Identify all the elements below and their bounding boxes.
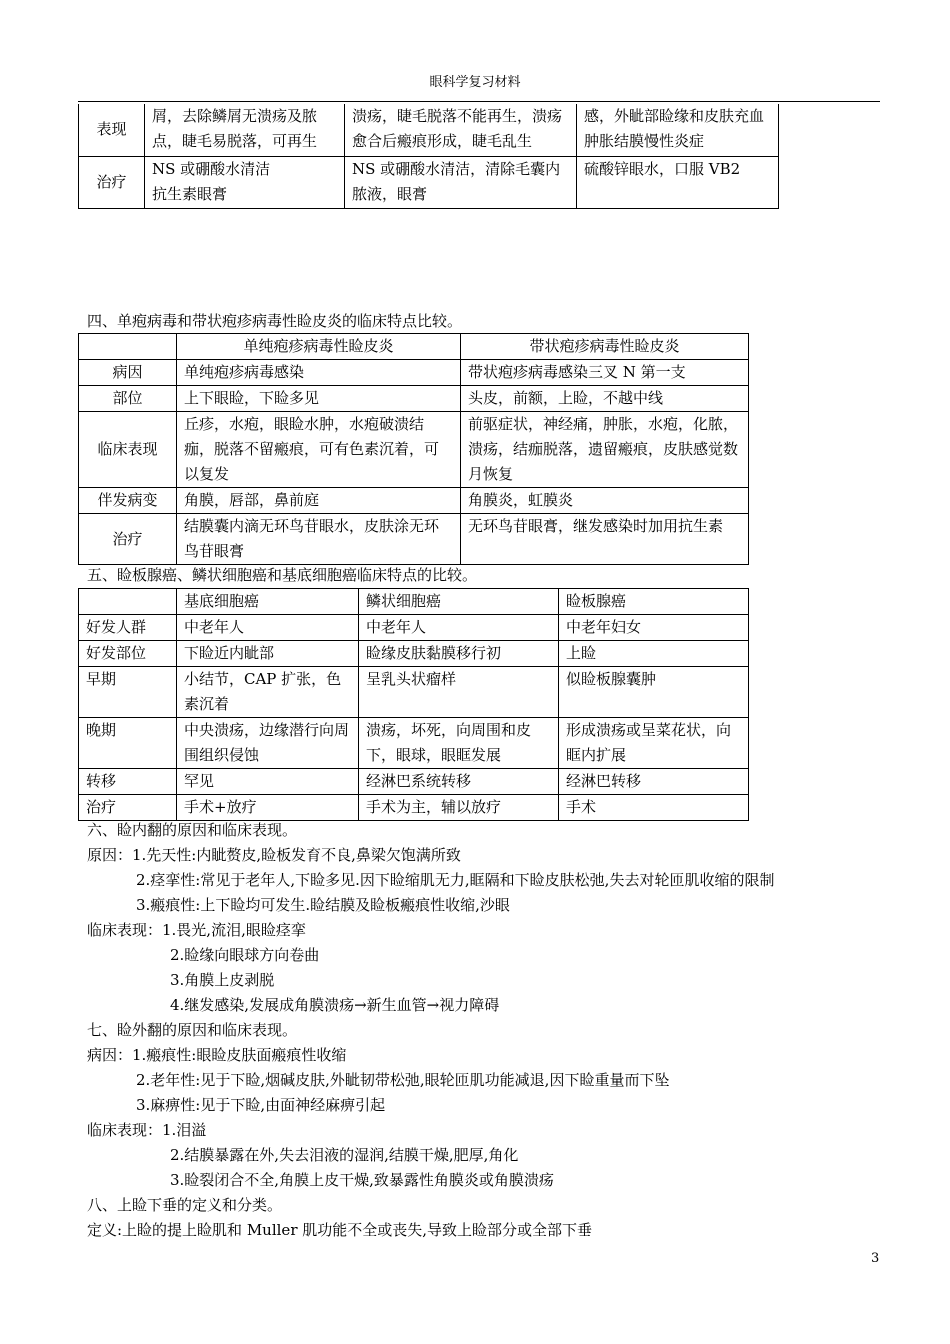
- table-cell: 睑缘皮肤黏膜移行初: [359, 641, 559, 667]
- row-label: 晚期: [79, 718, 177, 769]
- table-cell: 结膜囊内滴无环鸟苷眼水，皮肤涂无环鸟苷眼膏: [177, 514, 461, 565]
- table-row: [79, 412, 749, 488]
- section-title: 七、睑外翻的原因和临床表现。: [87, 1021, 298, 1039]
- text-line: 4.继发感染,发展成角膜溃疡→新生血管→视力障碍: [170, 996, 500, 1014]
- table-row: [79, 514, 749, 565]
- table-header-row: [79, 334, 749, 360]
- table-cell: 丘疹，水疱，眼睑水肿，水疱破溃结痂，脱落不留瘢痕，可有色素沉着，可以复发: [177, 412, 461, 488]
- text-line: 2.老年性:见于下睑,烟碱皮肤,外眦韧带松弛,眼轮匝肌功能减退,因下睑重量而下坠: [136, 1071, 670, 1089]
- running-header: 眼科学复习材料: [429, 75, 521, 90]
- table-cell: 经淋巴系统转移: [359, 769, 559, 795]
- table-cell: 中老年人: [177, 615, 359, 641]
- column-header: 单纯疱疹病毒性睑皮炎: [177, 334, 461, 360]
- table-cell: 溃疡，睫毛脱落不能再生，溃疡愈合后瘢痕形成，睫毛乱生: [345, 104, 577, 156]
- table-cell: 感，外眦部睑缘和皮肤充血肿胀结膜慢性炎症: [577, 104, 779, 156]
- table-cell: 中老年妇女: [559, 615, 749, 641]
- table-cell: 小结节，CAP 扩张，色素沉着: [177, 667, 359, 718]
- table-row: [79, 104, 779, 156]
- table-cell: 似睑板腺囊肿: [559, 667, 749, 718]
- column-header: [79, 334, 177, 360]
- row-label: 治疗: [79, 156, 145, 208]
- table-cell: 罕见: [177, 769, 359, 795]
- column-header: 基底细胞癌: [177, 589, 359, 615]
- row-label: 临床表现: [79, 412, 177, 488]
- row-label: 早期: [79, 667, 177, 718]
- text-line: 定义:上睑的提上睑肌和 Muller 肌功能不全或丧失,导致上睑部分或全部下垂: [87, 1221, 593, 1239]
- table-row: [79, 360, 749, 386]
- text-line: 2.结膜暴露在外,失去泪液的湿润,结膜干燥,肥厚,角化: [170, 1146, 519, 1164]
- text-line: 临床表现：1.畏光,流泪,眼睑痉挛: [87, 921, 306, 939]
- text-line: 3.麻痹性:见于下睑,由面神经麻痹引起: [136, 1096, 386, 1114]
- column-header: 睑板腺癌: [559, 589, 749, 615]
- table-cell: 中老年人: [359, 615, 559, 641]
- table-cell: 中央溃疡，边缘潜行向周围组织侵蚀: [177, 718, 359, 769]
- table-cell: 头皮，前额，上睑，不越中线: [461, 386, 749, 412]
- row-label: 转移: [79, 769, 177, 795]
- row-label: 治疗: [79, 514, 177, 565]
- section-title: 四、单疱病毒和带状疱疹病毒性睑皮炎的临床特点比较。: [87, 312, 463, 330]
- table-cell: 无环鸟苷眼膏，继发感染时加用抗生素: [461, 514, 749, 565]
- table-row: [79, 488, 749, 514]
- table-cell: 角膜，唇部，鼻前庭: [177, 488, 461, 514]
- table-row: [79, 718, 749, 769]
- table-cell: 呈乳头状瘤样: [359, 667, 559, 718]
- table-row: [79, 641, 749, 667]
- table-header-row: [79, 589, 749, 615]
- blepharitis-table-continuation: [78, 104, 779, 209]
- table-cell: 单纯疱疹病毒感染: [177, 360, 461, 386]
- row-label: 好发部位: [79, 641, 177, 667]
- table-cell: 手术: [559, 795, 749, 821]
- row-label: 伴发病变: [79, 488, 177, 514]
- section-title: 五、睑板腺癌、鳞状细胞癌和基底细胞癌临床特点的比较。: [87, 566, 478, 584]
- text-line: 3.角膜上皮剥脱: [170, 971, 275, 989]
- row-label: 病因: [79, 360, 177, 386]
- table-row: [79, 386, 749, 412]
- header-rule: [78, 101, 880, 102]
- row-label: 表现: [79, 104, 145, 156]
- table-cell: 屑，去除鳞屑无溃疡及脓点，睫毛易脱落，可再生: [145, 104, 345, 156]
- section-title: 六、睑内翻的原因和临床表现。: [87, 821, 298, 839]
- text-line: 病因：1.瘢痕性:眼睑皮肤面瘢痕性收缩: [87, 1046, 347, 1064]
- table-row: [79, 769, 749, 795]
- table-cell: 溃疡，坏死，向周围和皮下，眼球，眼眶发展: [359, 718, 559, 769]
- column-header: 鳞状细胞癌: [359, 589, 559, 615]
- table-cell: 硫酸锌眼水，口服 VB2: [577, 156, 779, 208]
- column-header: 带状疱疹病毒性睑皮炎: [461, 334, 749, 360]
- table-row: [79, 667, 749, 718]
- table-cell: 上睑: [559, 641, 749, 667]
- text-line: 2.睑缘向眼球方向卷曲: [170, 946, 320, 964]
- text-line: 2.痉挛性:常见于老年人,下睑多见.因下睑缩肌无力,眶隔和下睑皮肤松弛,失去对轮匝肌收缩的限制: [136, 871, 775, 889]
- table-cell: 手术为主，辅以放疗: [359, 795, 559, 821]
- herpes-comparison-table: [78, 333, 749, 565]
- table-row: [79, 156, 779, 208]
- table-row: [79, 795, 749, 821]
- row-label: 好发人群: [79, 615, 177, 641]
- table-cell: 形成溃疡或呈菜花状，向眶内扩展: [559, 718, 749, 769]
- text-line: 3.睑裂闭合不全,角膜上皮干燥,致暴露性角膜炎或角膜溃疡: [170, 1171, 554, 1189]
- table-cell: 上下眼睑，下睑多见: [177, 386, 461, 412]
- page-number: 3: [871, 1251, 880, 1266]
- table-cell: NS 或硼酸水清洁 抗生素眼膏: [145, 156, 345, 208]
- table-cell: 前驱症状，神经痛，肿胀，水疱，化脓，溃疡，结痂脱落，遗留瘢痕，皮肤感觉数月恢复: [461, 412, 749, 488]
- table-cell: 角膜炎，虹膜炎: [461, 488, 749, 514]
- row-label: 部位: [79, 386, 177, 412]
- table-cell: 下睑近内眦部: [177, 641, 359, 667]
- row-label: 治疗: [79, 795, 177, 821]
- table-cell: 带状疱疹病毒感染三叉 N 第一支: [461, 360, 749, 386]
- eyelid-tumor-table: [78, 588, 749, 821]
- table-cell: 手术+放疗: [177, 795, 359, 821]
- section-title: 八、上睑下垂的定义和分类。: [87, 1196, 283, 1214]
- text-line: 3.瘢痕性:上下睑均可发生.睑结膜及睑板瘢痕性收缩,沙眼: [136, 896, 510, 914]
- table-row: [79, 615, 749, 641]
- text-line: 临床表现：1.泪溢: [87, 1121, 207, 1139]
- text-line: 原因：1.先天性:内眦赘皮,睑板发育不良,鼻梁欠饱满所致: [87, 846, 461, 864]
- table-cell: NS 或硼酸水清洁，清除毛囊内脓液，眼膏: [345, 156, 577, 208]
- table-cell: 经淋巴转移: [559, 769, 749, 795]
- column-header: [79, 589, 177, 615]
